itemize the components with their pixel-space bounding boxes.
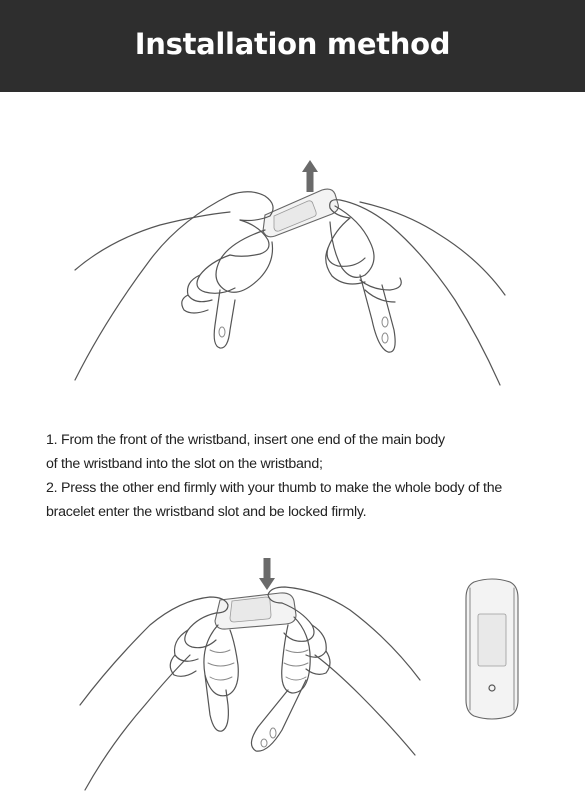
arrow-up-icon [302, 160, 318, 192]
arrow-down-icon [259, 558, 275, 590]
instruction-line: bracelet enter the wristband slot and be locked firmly. [46, 504, 367, 520]
installed-band-illustration [462, 578, 522, 720]
instruction-line: of the wristband into the slot on the wristband; [46, 456, 323, 472]
page-title: Installation method [134, 27, 451, 61]
installation-instructions [46, 428, 566, 524]
hands-removing-tracker-illustration [60, 150, 520, 395]
header-banner [0, 0, 585, 92]
hands-inserting-tracker-illustration [70, 555, 430, 795]
instruction-line: 2. Press the other end firmly with your thumb to make the whole body of the [46, 480, 502, 496]
instruction-line: 1. From the front of the wristband, insert one end of the main body [46, 432, 445, 448]
